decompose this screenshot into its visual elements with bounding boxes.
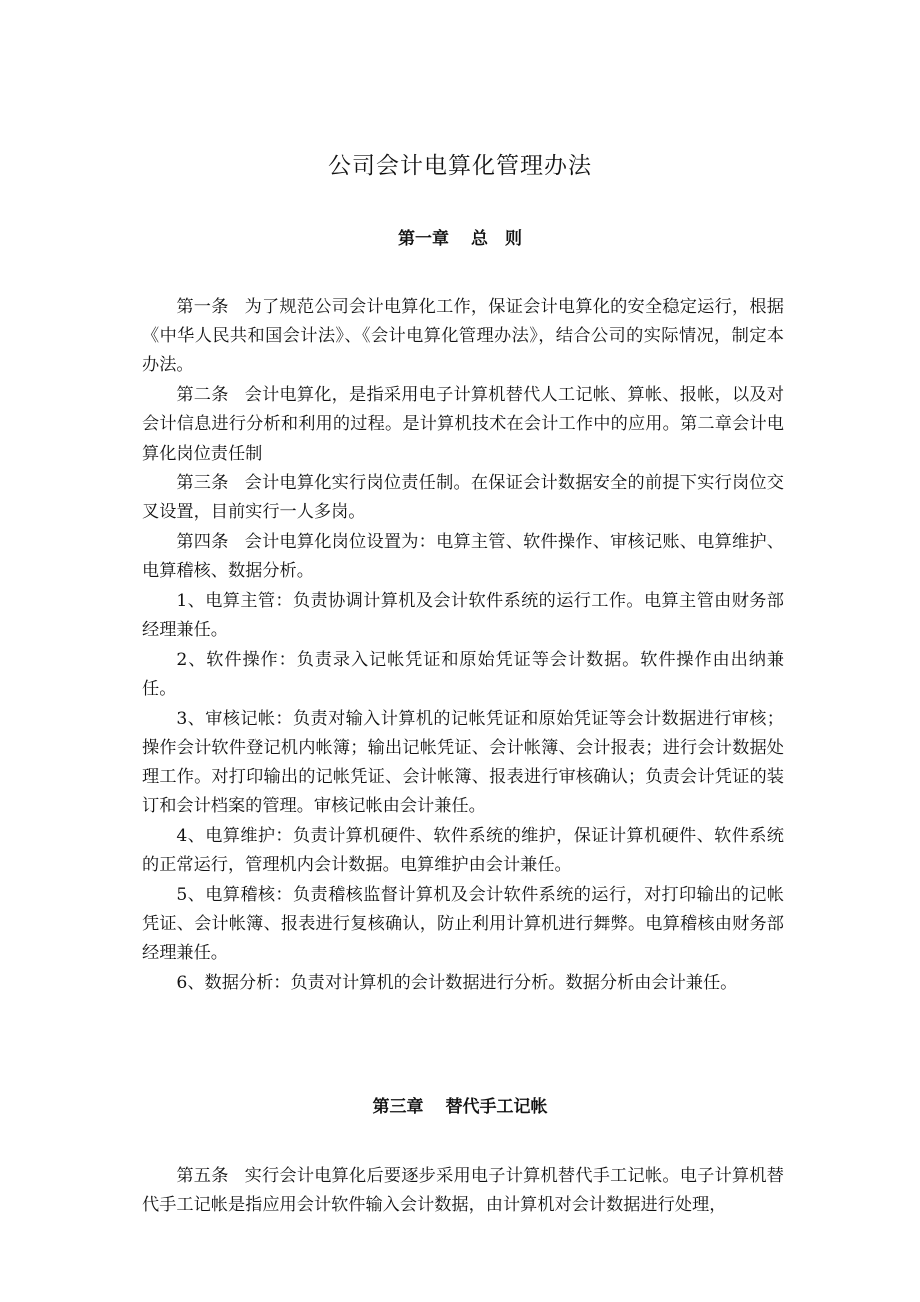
article-2-text: 会计电算化，是指采用电子计算机替代人工记帐、算帐、报帐，以及对会计信息进行分析和利用的过程。是计算机技术在会计工作中的应用。第二章会计电算化岗位责任制 <box>142 385 784 464</box>
document-title: 公司会计电算化管理办法 <box>328 153 592 179</box>
article-4-text: 会计电算化岗位设置为：电算主管、软件操作、审核记账、电算维护、电算稽核、数据分析。 <box>142 532 784 582</box>
role-item-1: 1、电算主管：负责协调计算机及会计软件系统的运行工作。电算主管由财务部经理兼任。 <box>142 591 784 641</box>
article-5-lead: 第五条 <box>176 1166 229 1186</box>
chapter-1-heading <box>0 226 920 252</box>
article-4-lead: 第四条 <box>176 532 229 553</box>
article-3-paragraph <box>142 469 784 527</box>
article-4-paragraph <box>142 528 784 586</box>
chapter-3-number: 第三章 <box>372 1097 424 1117</box>
article-3-lead: 第三条 <box>176 473 229 494</box>
article-3-text: 会计电算化实行岗位责任制。在保证会计数据安全的前提下实行岗位交叉设置，目前实行一人多岗。 <box>142 473 784 523</box>
article-2-paragraph <box>142 381 784 469</box>
role-item-3: 3、审核记帐：负责对输入计算机的记帐凭证和原始凭证等会计数据进行审核；操作会计软件登记机内帐簿；输出记帐凭证、会计帐簿、会计报表；进行会计数据处理工作。对打印输出的记帐凭证、会计帐簿、报表进行审核确认；负责会计凭证的装订和会计档案的管理。审核记帐由会计兼任。 <box>142 708 784 817</box>
article-5-text: 实行会计电算化后要逐步采用电子计算机替代手工记帐。电子计算机替代手工记帐是指应用会计软件输入会计数据，由计算机对会计数据进行处理， <box>142 1166 784 1216</box>
role-item-6: 6、数据分析：负责对计算机的会计数据进行分析。数据分析由会计兼任。 <box>176 973 738 994</box>
article-2-lead: 第二条 <box>176 385 229 406</box>
chapter-3-name: 替代手工记帐 <box>445 1097 548 1117</box>
article-1-paragraph <box>142 293 784 381</box>
chapter-3-heading <box>0 1094 920 1120</box>
article-1-text: 为了规范公司会计电算化工作，保证会计电算化的安全稳定运行，根据《中华人民共和国会计法》、《会计电算化管理办法》，结合公司的实际情况，制定本办法。 <box>142 297 784 376</box>
chapter-1-body <box>142 293 784 999</box>
article-1-lead: 第一条 <box>176 297 229 317</box>
role-item-2: 2、软件操作：负责录入记帐凭证和原始凭证等会计数据。软件操作由出纳兼任。 <box>142 649 784 700</box>
chapter-3-body <box>142 1162 784 1221</box>
role-item-4: 4、电算维护：负责计算机硬件、软件系统的维护，保证计算机硬件、软件系统的正常运行，管理机内会计数据。电算维护由会计兼任。 <box>142 826 784 876</box>
chapter-1-name: 总 则 <box>471 229 522 249</box>
chapter-1-number: 第一章 <box>398 229 449 249</box>
article-5-paragraph <box>142 1162 784 1220</box>
role-item-5: 5、电算稽核：负责稽核监督计算机及会计软件系统的运行，对打印输出的记帐凭证、会计帐簿、报表进行复核确认，防止利用计算机进行舞弊。电算稽核由财务部经理兼任。 <box>142 885 784 964</box>
